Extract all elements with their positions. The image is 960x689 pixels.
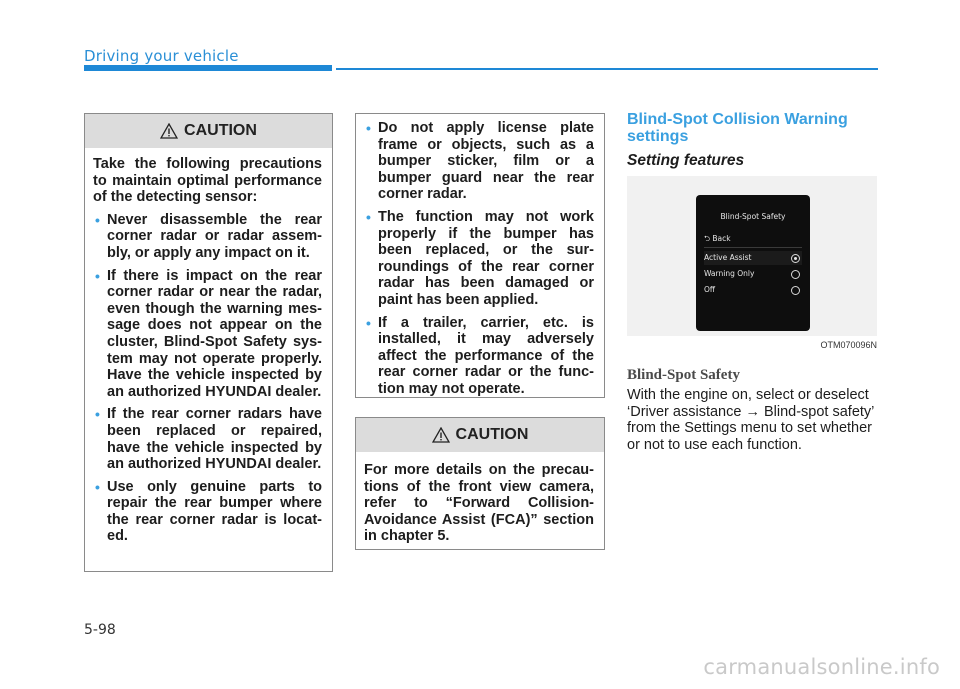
figure-code: OTM070096N: [820, 340, 877, 350]
list-item: • If a trailer, carrier, etc. is installed, it may adversely affect the performance of the rear corner radar or the function may not operate.: [364, 315, 594, 398]
item-body: With the engine on, select or deselect ‘Driver assistance → Blind-spot safety’ from the Settings menu to set whether or not to use each function.: [627, 387, 874, 453]
warning-triangle-icon: [432, 427, 450, 443]
caution-intro: Take the following precautions to maintain optimal performance of the detecting sensor:: [93, 156, 322, 206]
settings-screen-figure: [627, 176, 877, 336]
section-title: Blind-Spot Collision Warning settings: [627, 111, 848, 145]
option-off[interactable]: [704, 283, 802, 297]
option-label: Warning Only: [704, 269, 755, 278]
caution-box-left: [84, 113, 333, 572]
list-item: • Use only genuine parts to repair the rear bumper where the rear corner radar is located.: [93, 479, 322, 545]
list-item: • If the rear corner radars have been replaced or repaired, have the vehicle inspected by an authorized HYUNDAI dealer.: [93, 406, 322, 472]
cluster-screen: [696, 195, 810, 331]
caution-header: [85, 114, 332, 148]
radio-unselected-icon[interactable]: [791, 286, 800, 295]
list-item: • The function may not work properly if the bumper has been replaced, or the surroundings of the rear corner radar has been damaged or paint has been applied.: [364, 209, 594, 309]
list-item: • Never disassemble the rear corner radar or radar assembly, or apply any impact on it.: [93, 212, 322, 262]
caution-text: For more details on the precautions of the front view camera, refer to “Forward Collision-Avoidance Assist (FCA)” section in chapter 5.: [364, 462, 594, 545]
caution-box-middle: [355, 417, 605, 550]
caution-list: [93, 212, 322, 545]
watermark: carmanualsonline.info: [703, 655, 940, 679]
caution-body: [356, 114, 604, 414]
caution-heading: CAUTION: [455, 426, 529, 443]
caution-body: [356, 452, 604, 561]
item-title: Blind-Spot Safety: [627, 367, 740, 383]
page-number: 5-98: [84, 622, 116, 638]
screen-title: Blind-Spot Safety: [720, 212, 786, 221]
list-item: • If there is impact on the rear corner radar or near the radar, even though the warning message does not appear on the cluster, Blind-Spot Safety system may not operate properly. Have the vehicle inspected by an authorized HYUNDAI dealer.: [93, 268, 322, 401]
option-label: Off: [704, 285, 716, 294]
screen-divider: [704, 247, 802, 248]
caution-heading: CAUTION: [184, 122, 257, 139]
section-subtitle: Setting features: [627, 152, 745, 169]
option-warning-only[interactable]: [704, 267, 802, 281]
warning-triangle-icon: [160, 123, 178, 139]
back-button[interactable]: ⮌ Back: [704, 234, 731, 243]
header-title: Driving your vehicle: [84, 47, 239, 65]
option-label: Active Assist: [704, 253, 752, 262]
option-active-assist[interactable]: [704, 251, 802, 265]
radio-unselected-icon[interactable]: [791, 270, 800, 279]
caution-list: [364, 120, 594, 398]
header-rule-thin: [336, 68, 878, 70]
caution-body: [85, 148, 332, 561]
caution-box-middle-continued: [355, 113, 605, 398]
radio-selected-icon[interactable]: [791, 254, 800, 263]
header-rule-thick: [84, 65, 332, 71]
list-item: • Do not apply license plate frame or objects, such as a bumper sticker, film or a bumper guard near the rear corner radar.: [364, 120, 594, 203]
caution-header: [356, 418, 604, 452]
